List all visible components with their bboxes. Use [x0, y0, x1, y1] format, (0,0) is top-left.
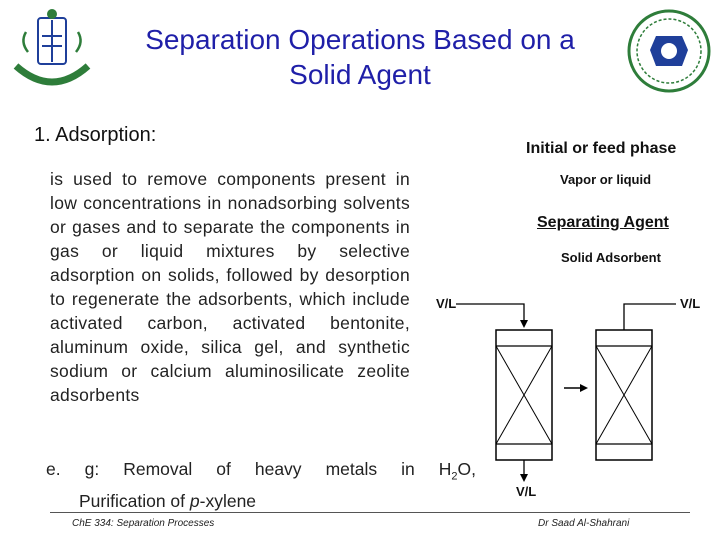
outlet-line: [624, 304, 676, 330]
title-line-1: Separation Operations Based on a: [145, 24, 575, 55]
switch-arrowhead: [580, 384, 588, 392]
bottom-arrowhead: [520, 474, 528, 482]
feed-phase-subtitle: Vapor or liquid: [560, 172, 652, 187]
footer-course: ChE 334: Separation Processes: [72, 518, 215, 529]
example-line2-prefix: Purification of: [79, 490, 190, 511]
slide-title: [90, 22, 630, 92]
footer-divider: [50, 512, 690, 513]
inlet-label: V/L: [436, 296, 457, 311]
title-line-2: Solid Agent: [289, 59, 431, 90]
example-line2-suffix: -xylene: [199, 490, 257, 511]
example-line2-italic: p: [189, 490, 200, 511]
inlet-arrowhead: [520, 320, 528, 328]
footer-author: Dr Saad Al-Shahrani: [538, 518, 630, 529]
adsorption-description: is used to remove components present in low concentrations in nonadsorbing solvents or gases and to separate the components in gas or liquid mixtures by selective adsorption on solids, followed by desorption to regenerate the adsorbents, which include activated carbon, activated bentonite, aluminum oxide, silica gel, and synthetic sodium or calcium aluminosilicate zeolite adsorbents: [50, 169, 410, 405]
example-suffix: O,: [457, 459, 476, 479]
inlet-line: [456, 304, 524, 322]
separating-agent-title: Separating Agent: [537, 214, 669, 231]
institute-seal-logo: [626, 8, 712, 94]
section-heading: 1. Adsorption:: [34, 124, 157, 146]
outlet-label: V/L: [680, 296, 701, 311]
separating-agent-subtitle: Solid Adsorbent: [561, 250, 661, 265]
example-prefix: e. g: Removal of heavy metals in H: [46, 459, 452, 479]
example-subscript: 2: [451, 470, 458, 483]
example-text: [46, 457, 476, 513]
feed-phase-title: Initial or feed phase: [526, 140, 677, 157]
adsorber-diagram: [430, 290, 720, 490]
university-emblem-logo: [8, 6, 96, 96]
bottom-outlet-label: V/L: [516, 484, 537, 499]
